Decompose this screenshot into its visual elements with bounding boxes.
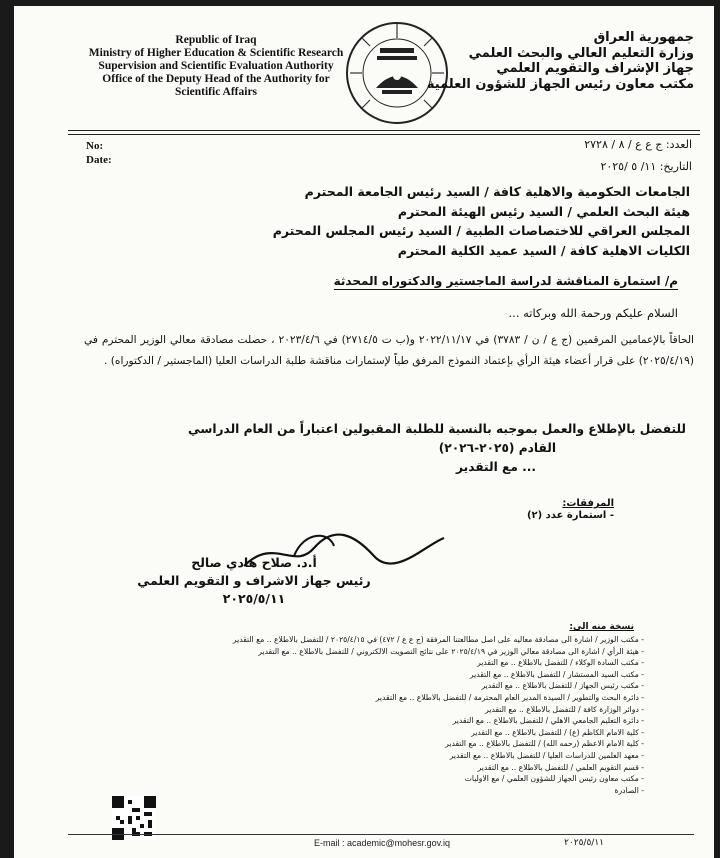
copy-item: - مكتب السيد المستشار / للتفضل بالاطلاع .. مع التقدير <box>469 669 644 679</box>
en-line: Scientific Affairs <box>174 86 258 98</box>
copy-item: - كلية الامام الاعظم (رحمه الله) / للتفضل بالاطلاع .. مع التقدير <box>445 739 644 749</box>
header-divider-thin <box>68 134 700 135</box>
ar-line: جمهورية العراق <box>593 30 694 45</box>
addressee: الجامعات الحكومية والاهلية كافة / السيد رئيس الجامعة المحترم <box>304 184 690 199</box>
en-line: Office of the Deputy Head of the Authority for <box>102 73 330 85</box>
copy-item: - مكتب السادة الوكلاء / للتفضل بالاطلاع .. مع التقدير <box>477 658 644 668</box>
footer-date: ٢٠٢٥/٥/١١ <box>564 838 604 848</box>
instruction-paragraph <box>126 420 686 477</box>
document-number: العدد: ج ع ع / ٨ / ٢٧٢٨ <box>584 138 692 151</box>
instruction-line: القادم (٢٠٢٥-٢٠٢٦) <box>438 441 556 455</box>
body-paragraph: الحاقاً بالإعمامين المرقمين (ج ع / ن / ٣٧٨٣) في ٢٠٢٢/١١/١٧ و(ب ت ٢٧١٤/٥) في ٢٠٢٣/٤/٦ ، حصلت مصادقة معالي الوزير المحترم في (٢٠٢٥/٤/١٩) على قرار أعضاء هيئة الرأي بإعتماد النموذج المرفق طياً لإستمارات مناقشة طلبة الدراسات العليا (الماجستير / الدكتوراه) . <box>84 334 694 367</box>
attachment-item: - استمارة عدد (٢) <box>526 510 614 521</box>
copy-item: - مكتب معاون رئيس الجهاز للشؤون العلمي / مع الاوليات <box>464 774 644 784</box>
copies-title: نسخة منه الى: <box>569 622 634 632</box>
copy-item: - قسم التقويم العلمي / للتفضل بالاطلاع .. مع التقدير <box>477 762 644 772</box>
copy-item: - معهد العلمين للدراسات العليا / للتفضل بالاطلاع .. مع التقدير <box>449 750 644 760</box>
arabic-letterhead <box>424 30 694 92</box>
en-line: Republic of Iraq <box>175 34 257 46</box>
english-letterhead <box>66 34 366 99</box>
ar-line: وزارة التعليم العالي والبحث العلمي <box>468 45 694 61</box>
en-line: Ministry of Higher Education & Scientific Research <box>88 47 344 59</box>
copy-item: - هيئة الرأي / اشارة الى مصادقة معالي الوزير في ٢٠٢٥/٤/١٩ على نتائج التصويت الالكتروني / للتفضل بالاطلاع .. مع التقدير <box>258 646 644 656</box>
copy-item: - دائرة التعليم الجامعي الاهلي / للتفضل بالاطلاع .. مع التقدير <box>452 716 644 726</box>
document-date: التاريخ: ١١/ ٥ /٢٠٢٥ <box>600 160 692 173</box>
copy-item: - دائرة البحث والتطوير / السيدة المدير العام المحترمة / للتفضل بالاطلاع .. مع التقدير <box>375 692 644 702</box>
greeting: السلام عليكم ورحمة الله وبركاته ... <box>508 306 678 320</box>
attachments-label: المرفقات: <box>562 498 614 509</box>
no-label: No: <box>86 140 104 152</box>
header-divider <box>68 130 700 131</box>
signature-block <box>124 554 384 608</box>
copy-item: - كلية الامام الكاظم (ع) / للتفضل بالاطلاع .. مع التقدير <box>471 727 644 737</box>
date-label: Date: <box>86 154 112 166</box>
signatory-name: أ.د. صلاح هادي صالح <box>191 555 317 570</box>
attachments <box>414 498 614 522</box>
instruction-line: للتفضل بالإطلاع والعمل بموجبه بالنسبة للطلبة المقبولين اعتباراً من العام الدراسي <box>188 422 686 436</box>
ar-line: جهاز الإشراف والتقويم العلمي <box>496 61 694 76</box>
footer-email: E-mail : academic@mohesr.gov.iq <box>314 838 451 848</box>
subject-line <box>118 274 678 288</box>
copy-item: - الصادرة <box>614 785 644 795</box>
signature-date: ٢٠٢٥/٥/١١ <box>222 591 286 606</box>
document-page <box>14 6 714 858</box>
addressee: الكليات الاهلية كافة / السيد عميد الكلية المحترم <box>397 242 690 258</box>
copy-item: - مكتب الوزير / اشارة الى مصادقة معاليه على اصل مطالعتنا المرفقة (ج ع ع / ٤٧٢) في ٢٠٢٥/٤/١٥ / للتفضل بالاطلاع .. مع التقدير <box>232 635 644 644</box>
footer-divider <box>68 834 694 835</box>
subject-text: م/ استمارة المناقشة لدراسة الماجستير والدكتوراه المحدثة <box>333 274 678 288</box>
copy-item: - مكتب رئيس الجهاز / للتفضل بالاطلاع .. مع التقدير <box>481 681 644 691</box>
ar-line: مكتب معاون رئيس الجهاز للشؤون العلمية <box>426 76 694 92</box>
instruction-line: ... مع التقدير <box>456 460 536 474</box>
addressee-list <box>130 182 690 260</box>
en-line: Supervision and Scientific Evaluation Authority <box>98 60 334 72</box>
addressee: هيئة البحث العلمي / السيد رئيس الهيئة المحترم <box>397 203 690 219</box>
addressee: المجلس العراقي للاختصاصات الطبية / السيد رئيس المجلس المحترم <box>272 223 690 238</box>
copy-item: - دوائر الوزارة كافة / للتفضل بالاطلاع .. مع التقدير <box>485 704 644 714</box>
signatory-title: رئيس جهاز الاشراف و التقويم العلمي <box>137 573 371 588</box>
copies-list <box>84 634 644 796</box>
